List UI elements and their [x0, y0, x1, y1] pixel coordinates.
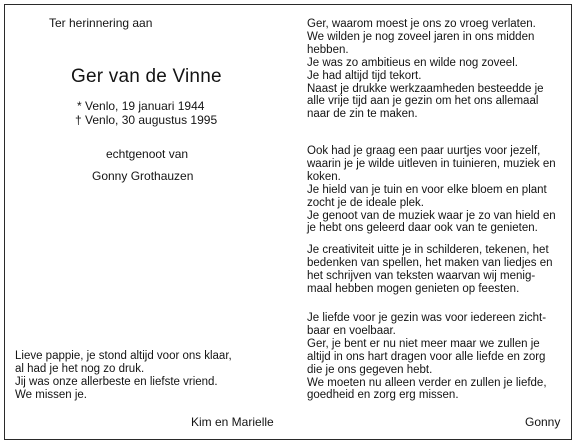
tribute-paragraph-2 [307, 145, 561, 235]
tribute-line: Ger, waarom moest je ons zo vroeg verlaten. [307, 18, 536, 30]
tribute-line: Naast je drukke werkzaamheden besteedde je [307, 82, 544, 95]
tribute-line: je hebt ons geleerd daar ook van te genieten. [307, 222, 538, 235]
tribute-paragraph-3 [307, 244, 561, 296]
tribute-line: Je hield van je tuin en voor elke bloem en plant [307, 183, 547, 196]
tribute-line: Je creativiteit uitte je in schilderen, tekenen, het [307, 244, 549, 256]
tribute-line: hebben. [307, 43, 349, 56]
tribute-line: Je had altijd tijd tekort. [307, 69, 422, 82]
poem-line: We missen je. [15, 388, 88, 401]
poem-line: al had je het nog zo druk. [15, 362, 145, 375]
tribute-line: waarin je je wilde uitleven in tuinieren, muziek en [307, 157, 556, 170]
poem-line: Lieve pappie, je stond altijd voor ons klaar, [15, 350, 232, 362]
tribute-line: Je was zo ambitieus en wilde nog zoveel. [307, 56, 518, 69]
children-signature: Kim en Marielle [191, 415, 274, 429]
birth-date: * Venlo, 19 januari 1944 [77, 99, 205, 113]
memorial-card [4, 4, 572, 440]
spouse-signature: Gonny [525, 415, 561, 429]
tribute-line: koken. [307, 170, 341, 183]
spouse-name: Gonny Grothauzen [92, 169, 194, 183]
tribute-line: baar en voelbaar. [307, 324, 396, 337]
tribute-line: het schrijven van teksten waarvan wij menig- [307, 269, 536, 282]
tribute-line: naar de zin te maken. [307, 108, 418, 121]
tribute-line: Je liefde voor je gezin was voor iedereen zicht- [307, 312, 547, 324]
tribute-line: maal hebben mogen genieten op feesten. [307, 282, 520, 295]
tribute-line: alle vrije tijd aan je gezin om het ons allemaal [307, 95, 539, 108]
tribute-line: goedheid en zorg erg missen. [307, 389, 459, 402]
tribute-paragraph-1 [307, 18, 561, 121]
relation-text: echtgenoot van [106, 147, 189, 161]
tribute-line: Ook had je graag een paar uurtjes voor jezelf, [307, 145, 541, 157]
tribute-line: die je ons gegeven hebt. [307, 363, 433, 376]
death-date: † Venlo, 30 augustus 1995 [75, 113, 218, 127]
poem-line: Jij was onze allerbeste en liefste vriend. [15, 375, 218, 388]
tribute-paragraph-4 [307, 312, 561, 402]
tribute-line: zocht je de ideale plek. [307, 196, 424, 209]
tribute-line: We moeten nu alleen verder en zullen je liefde, [307, 376, 547, 389]
tribute-line: Je genoot van de muziek waar je zo van hield en [307, 209, 556, 222]
tribute-line: We wilden je nog zoveel jaren in ons midden [307, 30, 535, 43]
tribute-line: bedenken van spellen, het maken van liedjes en [307, 256, 553, 269]
intro-text: Ter herinnering aan [49, 16, 153, 30]
tribute-line: Ger, je bent er nu niet meer maar we zullen je [307, 337, 540, 350]
tribute-line: altijd in ons hart dragen voor alle liefde en zorg [307, 350, 546, 363]
children-poem [15, 350, 265, 402]
deceased-name: Ger van de Vinne [71, 66, 222, 87]
